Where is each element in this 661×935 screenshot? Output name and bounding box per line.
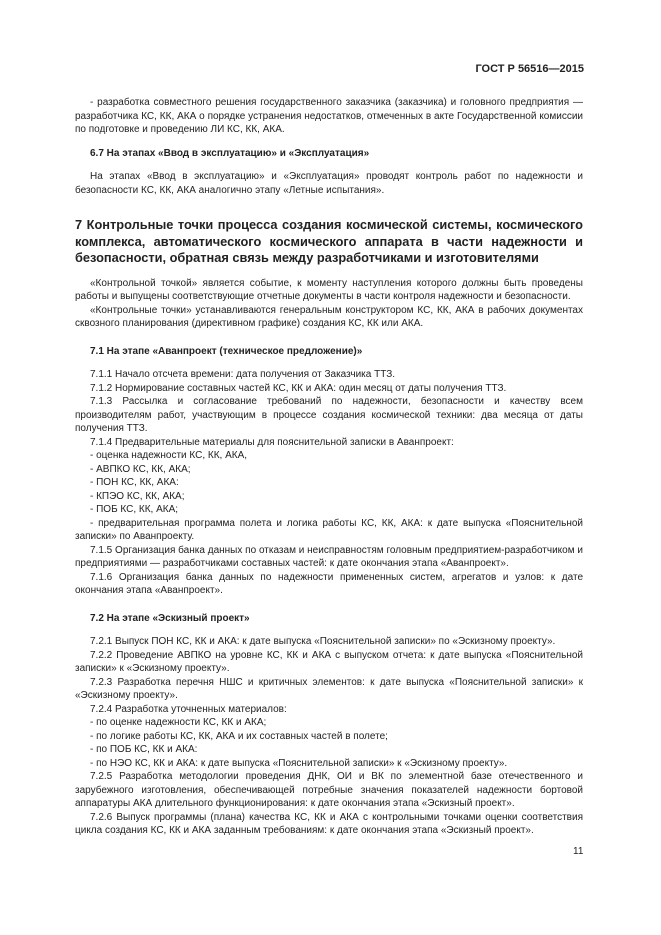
paragraph: 7.2.2 Проведение АВПКО на уровне КС, КК и АКА с выпуском отчета: к дате выпуска «Пояснительной записки» к «Эскизному проекту». [75, 649, 583, 674]
list-item: - по логике работы КС, КК, АКА и их составных частей в полете; [90, 730, 388, 742]
paragraph: 7.2.6 Выпуск программы (плана) качества КС, КК и АКА с контрольными точками оценки соответствия цикла создания КС, КК и АКА заданным требованиям: к дате окончания этапа «Эскизный проект». [75, 811, 583, 836]
section-heading-7-2: 7.2 На этапе «Эскизный проект» [90, 612, 250, 624]
paragraph: 7.2.5 Разработка методологии проведения ДНК, ОИ и ВК по элементной базе отечественного и зарубежного изготовления, обеспечивающей потребные значения показателей надежности бортовой аппаратуры АКА длительного функционирования: к дате окончания этапа «Эскизный проект». [75, 771, 583, 809]
paragraph: 7.2.1 Выпуск ПОН КС, КК и АКА: к дате выпуска «Пояснительной записки» по «Эскизному проекту». [90, 636, 556, 647]
list-item: - ПОН КС, КК, АКА: [90, 477, 179, 488]
paragraph: 7.2.3 Разработка перечня НШС и критичных элементов: к дате выпуска «Пояснительной записки» к «Эскизному проекту». [75, 676, 583, 701]
paragraph: 7.1.3 Рассылка и согласование требований по надежности, безопасности и качеству всем производителям работ, участвующим в процессе создания космической техники: два месяца от даты получения ТТЗ. [75, 396, 583, 434]
list-item: - АВПКО КС, КК, АКА; [90, 463, 191, 475]
paragraph: 7.1.4 Предварительные материалы для пояснительной записки в Аванпроект: [90, 436, 454, 448]
paragraph: 7.1.5 Организация банка данных по отказам и неисправностям головным предприятием-разработчиком и предприятиями — разработчиками составных частей: к дате окончания этапа «Аванпроект». [75, 544, 583, 569]
page-content [75, 96, 583, 838]
paragraph: 7.1.2 Нормирование составных частей КС, КК и АКА: один месяц от даты получения ТТЗ. [90, 382, 507, 394]
paragraph: 7.1.1 Начало отсчета времени: дата получения от Заказчика ТТЗ. [90, 369, 396, 380]
page-number: 11 [573, 846, 584, 857]
paragraph: «Контрольные точки» устанавливаются генеральным конструктором КС, КК, АКА в рабочих документах сквозного планирования (директивном графике) создания КС, КК или АКА. [75, 304, 583, 329]
paragraph: - разработка совместного решения государственного заказчика (заказчика) и головного предприятия — разработчика КС, КК, АКА о порядке устранения недостатков, отмеченных в акте Государственной комиссии по подготовке и проведению ЛИ КС, КК, АКА. [75, 97, 583, 135]
list-item: - по ПОБ КС, КК и АКА: [90, 744, 198, 755]
standard-number: ГОСТ Р 56516—2015 [475, 63, 584, 75]
list-item: - ПОБ КС, КК, АКА; [90, 504, 179, 515]
paragraph: 7.1.6 Организация банка данных по надежности примененных систем, агрегатов и узлов: к дате окончания этапа «Аванпроект». [75, 571, 583, 596]
paragraph: 7.2.4 Разработка уточненных материалов: [90, 703, 287, 715]
list-item: - по оценке надежности КС, КК и АКА; [90, 717, 267, 728]
list-item: - предварительная программа полета и логика работы КС, КК, АКА: к дате выпуска «Пояснительной записки» по Аванпроекту. [75, 517, 583, 542]
list-item: - по НЭО КС, КК и АКА: к дате выпуска «Пояснительной записки» к «Эскизному проекту». [90, 757, 508, 769]
section-heading-7: 7 Контрольные точки процесса создания космической системы, космического комплекса, автоматического космического аппарата в части надежности и безопасности, обратная связь между разработчиками и изготовителями [75, 217, 583, 265]
list-item: - КПЭО КС, КК, АКА; [90, 490, 185, 502]
section-heading-7-1: 7.1 На этапе «Аванпроект (техническое предложение)» [90, 345, 363, 357]
section-heading-6-7: 6.7 На этапах «Ввод в эксплуатацию» и «Эксплуатация» [90, 147, 370, 159]
paragraph: На этапах «Ввод в эксплуатацию» и «Эксплуатация» проводят контроль работ по надежности и безопасности КС, КК, АКА аналогично этапу «Летные испытания». [75, 171, 583, 196]
paragraph: «Контрольной точкой» является событие, к моменту наступления которого должны быть проведены работы и выпущены соответствующие отчетные документы в части контроля надежности и безопасности. [75, 277, 583, 302]
list-item: - оценка надежности КС, КК, АКА, [90, 450, 248, 461]
